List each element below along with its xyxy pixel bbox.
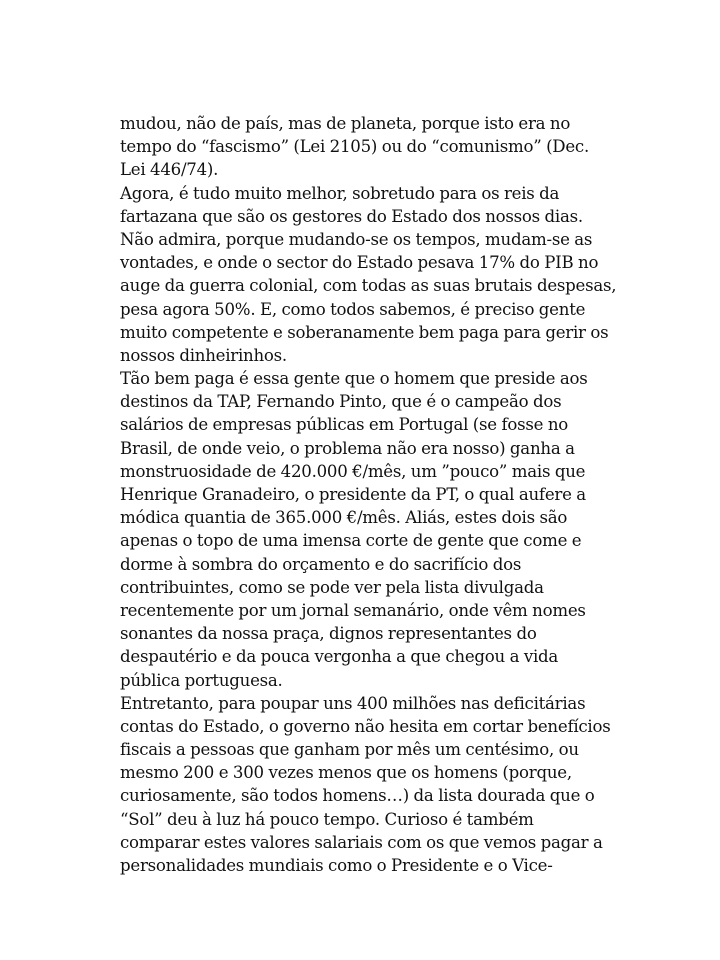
text-line: comparar estes valores salariais com os que vemos pagar a: [120, 832, 603, 852]
text-line: “Sol” deu à luz há pouco tempo. Curioso é também: [120, 809, 534, 829]
text-line: fartazana que são os gestores do Estado dos nossos dias.: [120, 206, 583, 226]
text-line: recentemente por um jornal semanário, onde vêm nomes: [120, 600, 586, 620]
text-line: tempo do “fascismo” (Lei 2105) ou do “comunismo” (Dec.: [120, 137, 589, 157]
text-line: Entretanto, para poupar uns 400 milhões nas deficitárias: [120, 693, 586, 713]
text-line: dorme à sombra do orçamento e do sacrifício dos: [120, 554, 522, 574]
text-line: Henrique Granadeiro, o presidente da PT, o qual aufere a: [120, 485, 586, 504]
text-line: nossos dinheirinhos.: [120, 345, 287, 365]
body-text: [120, 112, 620, 877]
text-line: curiosamente, são todos homens…) da lista dourada que o: [120, 786, 595, 806]
text-line: sonantes da nossa praça, dignos representantes do: [120, 624, 537, 644]
text-line: pesa agora 50%. E, como todos sabemos, é preciso gente: [120, 299, 586, 319]
text-line: pública portuguesa.: [120, 670, 283, 690]
text-line: mesmo 200 e 300 vezes menos que os homens (porque,: [120, 763, 572, 783]
text-line: Não admira, porque mudando-se os tempos, mudam-se as: [120, 229, 593, 249]
text-line: módica quantia de 365.000 €/mês. Aliás, estes dois são: [120, 508, 568, 528]
text-line: destinos da TAP, Fernando Pinto, que é o campeão dos: [120, 392, 562, 412]
text-line: Lei 446/74).: [120, 160, 219, 180]
text-line: Brasil, de onde veio, o problema não era nosso) ganha a: [120, 438, 575, 458]
text-line: mudou, não de país, mas de planeta, porque isto era no: [120, 114, 571, 133]
text-line: auge da guerra colonial, com todas as suas brutais despesas,: [120, 276, 617, 296]
text-line: vontades, e onde o sector do Estado pesava 17% do PIB no: [120, 253, 599, 273]
text-line: muito competente e soberanamente bem paga para gerir os: [120, 322, 609, 342]
text-line: personalidades mundiais como o Presidente e o Vice-: [120, 856, 553, 875]
text-line: monstruosidade de 420.000 €/mês, um ”pouco” mais que: [120, 461, 586, 481]
text-line: Tão bem paga é essa gente que o homem que preside aos: [120, 369, 588, 389]
text-line: contribuintes, como se pode ver pela lista divulgada: [120, 577, 544, 597]
text-line: contas do Estado, o governo não hesita em cortar benefícios: [120, 716, 611, 736]
text-line: salários de empresas públicas em Portugal (se fosse no: [120, 415, 569, 435]
text-line: fiscais a pessoas que ganham por mês um centésimo, ou: [120, 740, 579, 760]
text-line: Agora, é tudo muito melhor, sobretudo para os reis da: [120, 183, 560, 203]
text-line: apenas o topo de uma imensa corte de gente que come e: [120, 531, 582, 551]
text-line: despautério e da pouca vergonha a que chegou a vida: [120, 647, 559, 667]
